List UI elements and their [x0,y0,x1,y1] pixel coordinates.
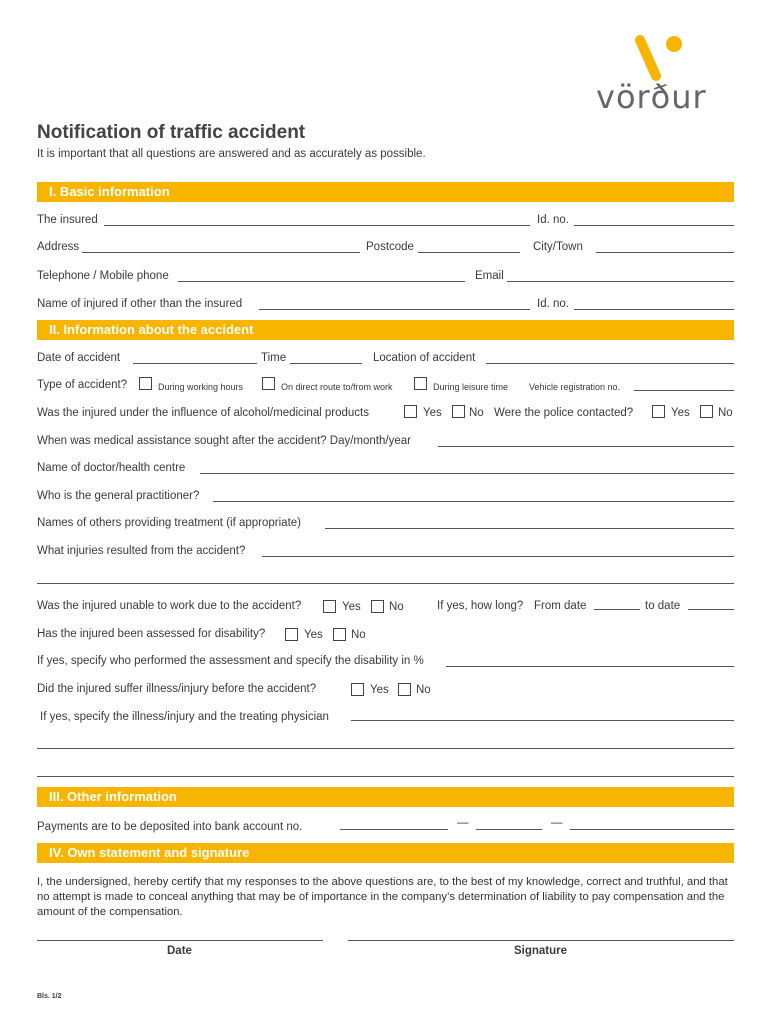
specify-illness-label: If yes, specify the illness/injury and the treating physician [40,711,329,723]
time-field[interactable] [290,363,362,364]
prior-illness-no-checkbox[interactable] [398,683,411,696]
type-of-accident-label: Type of accident? [37,379,128,391]
to-date-label: to date [645,600,681,612]
unable-work-yes-label: Yes [342,601,361,613]
assessed-no-checkbox[interactable] [333,628,346,641]
bank-dash-1: — [457,817,469,829]
signature-label: Signature [514,945,568,957]
police-label: Were the police contacted? [494,407,634,419]
specify-assessment-label: If yes, specify who performed the assessment and specify the disability in % [37,655,424,667]
doctor-field[interactable] [200,473,734,474]
working-hours-checkbox[interactable] [139,377,152,390]
police-yes-label: Yes [671,407,690,419]
statement-text: I, the undersigned, hereby certify that my responses to the above questions are, to the best of my knowledge, correct and truthful, and that no attempt is made to conceal anything that may be of importance in the company’s determination of liability to pay compensation and the amount of the compensation. [37,876,728,918]
specify-illness-field[interactable] [351,720,734,721]
injuries-field-2[interactable] [37,583,734,584]
page-number: Bls. 1/2 [37,993,62,1000]
date-label: Date [167,945,192,957]
prior-illness-yes-checkbox[interactable] [351,683,364,696]
leisure-label: During leisure time [433,382,509,392]
id-no-field[interactable] [574,225,734,226]
prior-illness-label: Did the injured suffer illness/injury before the accident? [37,683,317,695]
id-no-label: Id. no. [537,214,569,226]
others-treating-field[interactable] [325,528,734,529]
bank-account-field-3[interactable] [570,829,734,830]
email-field[interactable] [507,281,734,282]
section-accident-title: II. Information about the accident [49,322,254,337]
unable-work-no-label: No [389,601,404,613]
signature-field[interactable] [348,940,734,941]
bank-account-field-2[interactable] [476,829,542,830]
vehicle-reg-field[interactable] [634,390,734,391]
bank-account-label: Payments are to be deposited into bank account no. [37,821,303,833]
address-label: Address [37,241,80,253]
doctor-label: Name of doctor/health centre [37,462,186,474]
medical-assist-field[interactable] [438,446,734,447]
vehicle-reg-label: Vehicle registration no. [529,382,621,392]
page-title: Notification of traffic accident [37,122,306,143]
section-statement-title: IV. Own statement and signature [49,845,250,860]
bank-account-field-1[interactable] [340,829,448,830]
others-treating-label: Names of others providing treatment (if appropriate) [37,517,301,529]
section-accident-header [37,320,734,340]
city-label: City/Town [533,241,583,253]
police-no-checkbox[interactable] [700,405,713,418]
police-yes-checkbox[interactable] [652,405,665,418]
logo-text: vörður [596,78,707,116]
insured-label: The insured [37,214,98,226]
date-of-accident-label: Date of accident [37,352,121,364]
page-subtitle: It is important that all questions are answered and as accurately as possible. [37,148,426,160]
date-signature-field[interactable] [37,940,323,941]
specify-illness-field-3[interactable] [37,776,734,777]
leisure-checkbox[interactable] [414,377,427,390]
direct-route-label: On direct route to/from work [281,382,393,392]
specify-illness-field-2[interactable] [37,748,734,749]
id-no2-label: Id. no. [537,298,569,310]
location-field[interactable] [486,363,734,364]
postcode-field[interactable] [418,252,520,253]
section-other-header [37,787,734,807]
injuries-field[interactable] [262,556,734,557]
medical-assist-label: When was medical assistance sought after the accident? Day/month/year [37,435,411,447]
assessed-yes-checkbox[interactable] [285,628,298,641]
prior-illness-yes-label: Yes [370,684,389,696]
specify-assessment-field[interactable] [446,666,734,667]
from-date-field[interactable] [594,609,640,610]
gp-field[interactable] [213,501,734,502]
address-field[interactable] [82,252,360,253]
influence-no-checkbox[interactable] [452,405,465,418]
how-long-label: If yes, how long? [437,600,524,612]
section-statement-header [37,843,734,863]
influence-yes-checkbox[interactable] [404,405,417,418]
unable-work-label: Was the injured unable to work due to the accident? [37,600,302,612]
influence-yes-label: Yes [423,407,442,419]
id-no2-field[interactable] [574,309,734,310]
email-label: Email [475,270,504,282]
injured-name-label: Name of injured if other than the insured [37,298,243,310]
telephone-label: Telephone / Mobile phone [37,270,169,282]
unable-work-no-checkbox[interactable] [371,600,384,613]
to-date-field[interactable] [688,609,734,610]
unable-work-yes-checkbox[interactable] [323,600,336,613]
prior-illness-no-label: No [416,684,431,696]
police-no-label: No [718,407,733,419]
location-label: Location of accident [373,352,476,364]
section-basic-header [37,182,734,202]
vordur-logo-mark [630,32,690,82]
section-basic-title: I. Basic information [49,184,170,199]
influence-no-label: No [469,407,484,419]
from-date-label: From date [534,600,587,612]
postcode-label: Postcode [366,241,414,253]
assessed-label: Has the injured been assessed for disability? [37,628,266,640]
insured-field[interactable] [104,225,530,226]
time-label: Time [261,352,287,364]
gp-label: Who is the general practitioner? [37,490,200,502]
injuries-label: What injuries resulted from the accident? [37,545,246,557]
bank-dash-2: — [551,817,563,829]
city-field[interactable] [596,252,734,253]
assessed-no-label: No [351,629,366,641]
direct-route-checkbox[interactable] [262,377,275,390]
injured-name-field[interactable] [259,309,530,310]
section-other-title: III. Other information [49,789,177,804]
telephone-field[interactable] [178,281,465,282]
assessed-yes-label: Yes [304,629,323,641]
influence-label: Was the injured under the influence of alcohol/medicinal products [37,407,369,419]
working-hours-label: During working hours [158,382,244,392]
date-of-accident-field[interactable] [133,363,257,364]
